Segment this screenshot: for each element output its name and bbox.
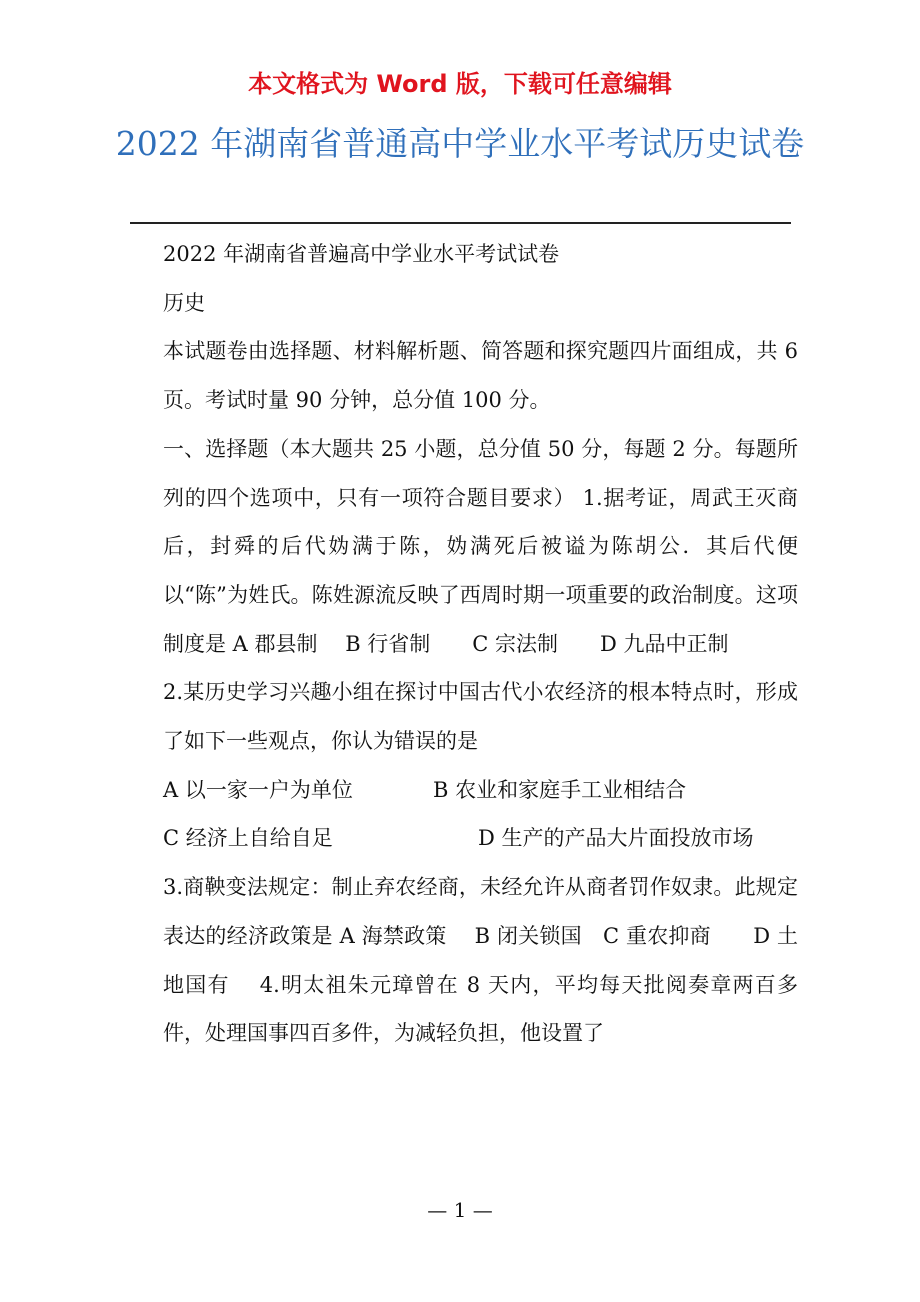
title-divider [130, 222, 791, 224]
format-notice: 本文格式为 Word 版，下载可任意编辑 [248, 70, 672, 98]
exam-instructions: 本试题卷由选择题、材料解析题、简答题和探究题四片面组成，共 6 页。考试时量 90 分钟，总分值 100 分。 [163, 339, 798, 413]
option-a: A 以一家一户为单位 [163, 777, 353, 802]
document-title: 2022 年湖南省普通高中学业水平考试历史试卷 [115, 124, 805, 163]
exam-heading: 2022 年湖南省普遍高中学业水平考试试卷 [163, 242, 560, 266]
page-number: — 1 — [427, 1198, 493, 1222]
option-b: B 农业和家庭手工业相结合 [433, 777, 687, 802]
question-2-options-cd [138, 814, 798, 863]
question-2: 2.某历史学习兴趣小组在探讨中国古代小农经济的根本特点时，形成了如下一些观点，你认为错误的是 [163, 680, 798, 754]
document-body [138, 230, 798, 1058]
option-d: D 生产的产品大片面投放市场 [478, 826, 754, 851]
subject-label: 历史 [163, 290, 205, 315]
question-2-options-ab [138, 766, 798, 815]
section-one-question-1: 一、选择题（本大题共 25 小题，总分值 50 分，每题 2 分。每题所列的四个选项中，只有一项符合题目要求） 1.据考证，周武王灭商后，封舜的后代妫满于陈，妫满死后被谥为陈胡公．其后代便以“陈”为姓氏。陈姓源流反映了西周时期一项重要的政治制度。这项制度是 A 郡县制 B 行省制 C 宗法制 D 九品中正制 [163, 436, 798, 656]
question-3-and-4: 3.商鞅变法规定：制止弃农经商，未经允许从商者罚作奴隶。此规定表达的经济政策是 A 海禁政策 B 闭关锁国 C 重农抑商 D 土地国有 4.明太祖朱元璋曾在 8 天内，平均每天批阅奏章两百多件，处理国事四百多件，为减轻负担，他设置了 [163, 875, 798, 1046]
option-c: C 经济上自给自足 [163, 826, 333, 851]
